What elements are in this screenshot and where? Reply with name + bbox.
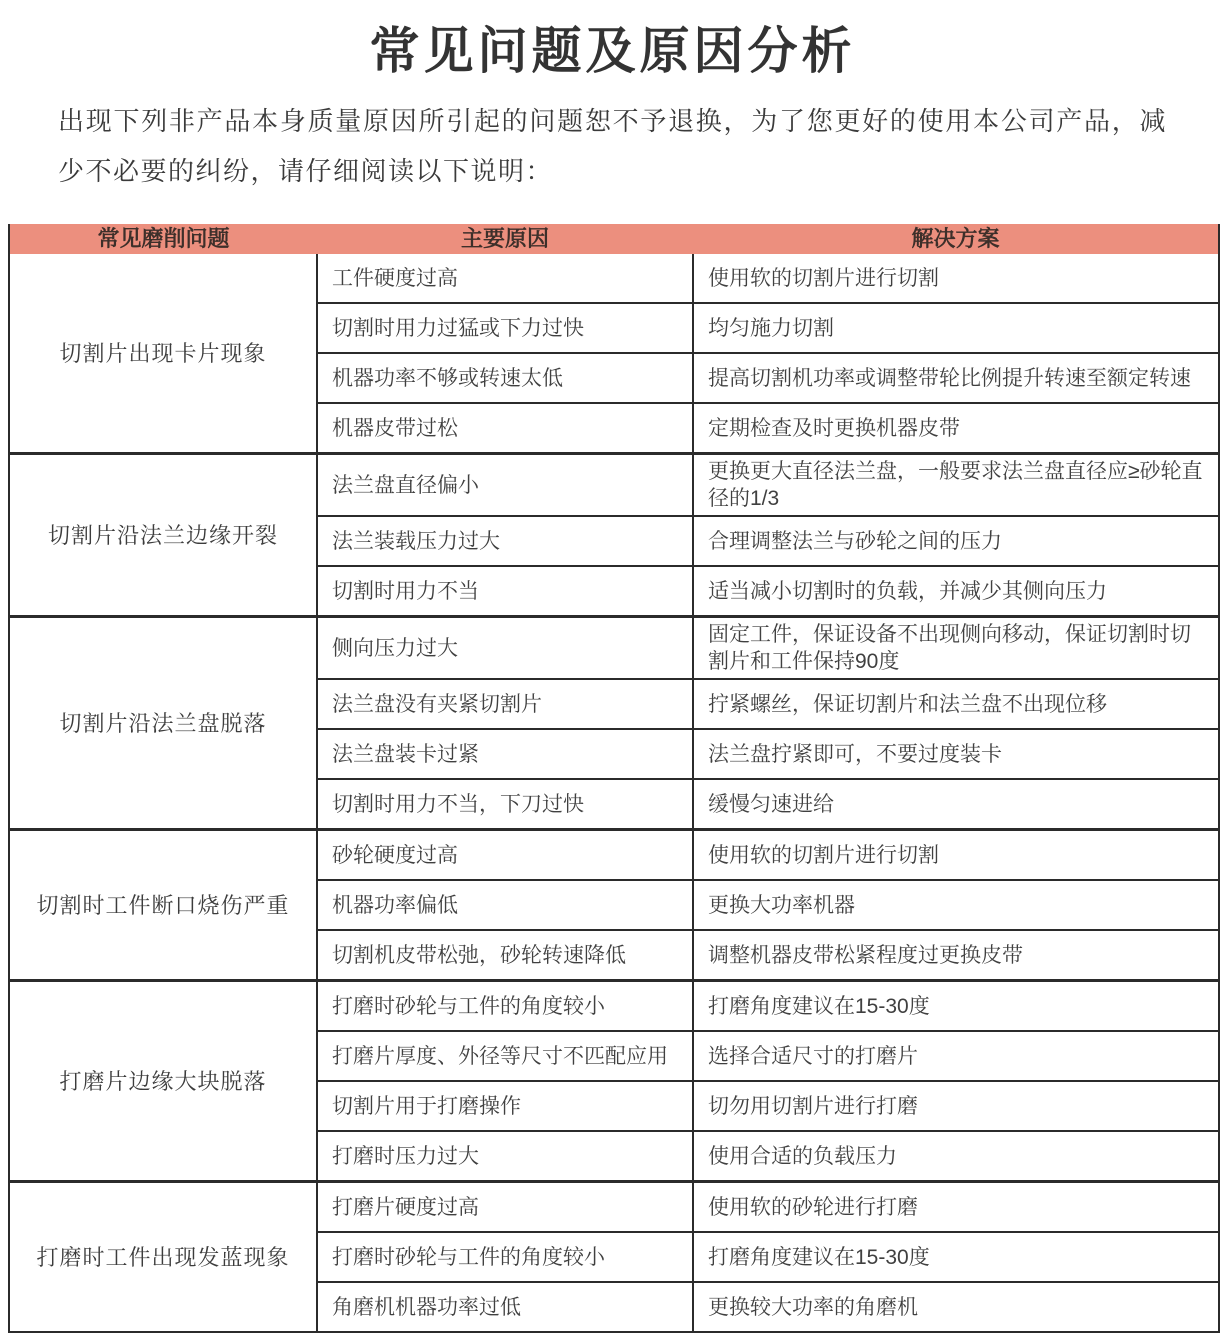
problem-cell: 打磨片边缘大块脱落: [9, 981, 317, 1182]
problem-cell: 切割片沿法兰盘脱落: [9, 617, 317, 830]
solution-cell: 打磨角度建议在15-30度: [693, 981, 1219, 1032]
table-row: [9, 454, 1219, 517]
cause-cell: 打磨时砂轮与工件的角度较小: [317, 1232, 693, 1282]
solution-cell: 均匀施力切割: [693, 303, 1219, 353]
intro-text: 出现下列非产品本身质量原因所引起的问题恕不予退换，为了您更好的使用本公司产品，减少不必要的纠纷，请仔细阅读以下说明：: [58, 106, 1167, 186]
solution-cell: 更换更大直径法兰盘，一般要求法兰盘直径应≥砂轮直径的1/3: [693, 454, 1219, 517]
cause-cell: 打磨片厚度、外径等尺寸不匹配应用: [317, 1031, 693, 1081]
cause-cell: 机器皮带过松: [317, 403, 693, 454]
table-row: [9, 254, 1219, 303]
solution-cell: 打磨角度建议在15-30度: [693, 1232, 1219, 1282]
problem-cell: 切割片出现卡片现象: [9, 254, 317, 454]
solution-cell: 法兰盘拧紧即可，不要过度装卡: [693, 729, 1219, 779]
solution-cell: 使用软的切割片进行切割: [693, 830, 1219, 881]
cause-cell: 打磨片硬度过高: [317, 1182, 693, 1233]
solution-cell: 合理调整法兰与砂轮之间的压力: [693, 516, 1219, 566]
table-row: [9, 981, 1219, 1032]
cause-cell: 打磨时砂轮与工件的角度较小: [317, 981, 693, 1032]
col-header-solution: 解决方案: [693, 224, 1219, 254]
col-header-cause: 主要原因: [317, 224, 693, 254]
table-row: [9, 617, 1219, 680]
cause-cell: 切割片用于打磨操作: [317, 1081, 693, 1131]
cause-cell: 机器功率偏低: [317, 880, 693, 930]
solution-cell: 更换较大功率的角磨机: [693, 1282, 1219, 1332]
cause-cell: 法兰装载压力过大: [317, 516, 693, 566]
solution-cell: 更换大功率机器: [693, 880, 1219, 930]
solution-cell: 固定工件，保证设备不出现侧向移动，保证切割时切割片和工件保持90度: [693, 617, 1219, 680]
cause-cell: 打磨时压力过大: [317, 1131, 693, 1182]
solution-cell: 选择合适尺寸的打磨片: [693, 1031, 1219, 1081]
cause-cell: 工件硬度过高: [317, 254, 693, 303]
solution-cell: 调整机器皮带松紧程度过更换皮带: [693, 930, 1219, 981]
solution-cell: 适当减小切割时的负载，并减少其侧向压力: [693, 566, 1219, 617]
problem-cell: 切割片沿法兰边缘开裂: [9, 454, 317, 617]
solution-cell: 定期检查及时更换机器皮带: [693, 403, 1219, 454]
table-header-row: [9, 224, 1219, 254]
solution-cell: 缓慢匀速进给: [693, 779, 1219, 830]
problem-cell: 打磨时工件出现发蓝现象: [9, 1182, 317, 1333]
cause-cell: 角磨机机器功率过低: [317, 1282, 693, 1332]
cause-cell: 侧向压力过大: [317, 617, 693, 680]
solution-cell: 使用软的砂轮进行打磨: [693, 1182, 1219, 1233]
solution-cell: 使用合适的负载压力: [693, 1131, 1219, 1182]
page: [0, 22, 1225, 1333]
cause-cell: 切割时用力不当，下刀过快: [317, 779, 693, 830]
solution-cell: 使用软的切割片进行切割: [693, 254, 1219, 303]
cause-cell: 法兰盘装卡过紧: [317, 729, 693, 779]
cause-cell: 法兰盘直径偏小: [317, 454, 693, 517]
cause-cell: 法兰盘没有夹紧切割片: [317, 679, 693, 729]
table-row: [9, 1182, 1219, 1233]
solution-cell: 提高切割机功率或调整带轮比例提升转速至额定转速: [693, 353, 1219, 403]
cause-cell: 机器功率不够或转速太低: [317, 353, 693, 403]
cause-cell: 切割时用力过猛或下力过快: [317, 303, 693, 353]
solution-cell: 切勿用切割片进行打磨: [693, 1081, 1219, 1131]
problem-cell: 切割时工件断口烧伤严重: [9, 830, 317, 981]
page-title: 常见问题及原因分析: [369, 23, 856, 79]
table-body: [9, 254, 1219, 1332]
cause-cell: 切割机皮带松弛，砂轮转速降低: [317, 930, 693, 981]
solution-cell: 拧紧螺丝，保证切割片和法兰盘不出现位移: [693, 679, 1219, 729]
col-header-problem: 常见磨削问题: [9, 224, 317, 254]
faq-table: [8, 224, 1220, 1333]
table-row: [9, 830, 1219, 881]
cause-cell: 切割时用力不当: [317, 566, 693, 617]
cause-cell: 砂轮硬度过高: [317, 830, 693, 881]
